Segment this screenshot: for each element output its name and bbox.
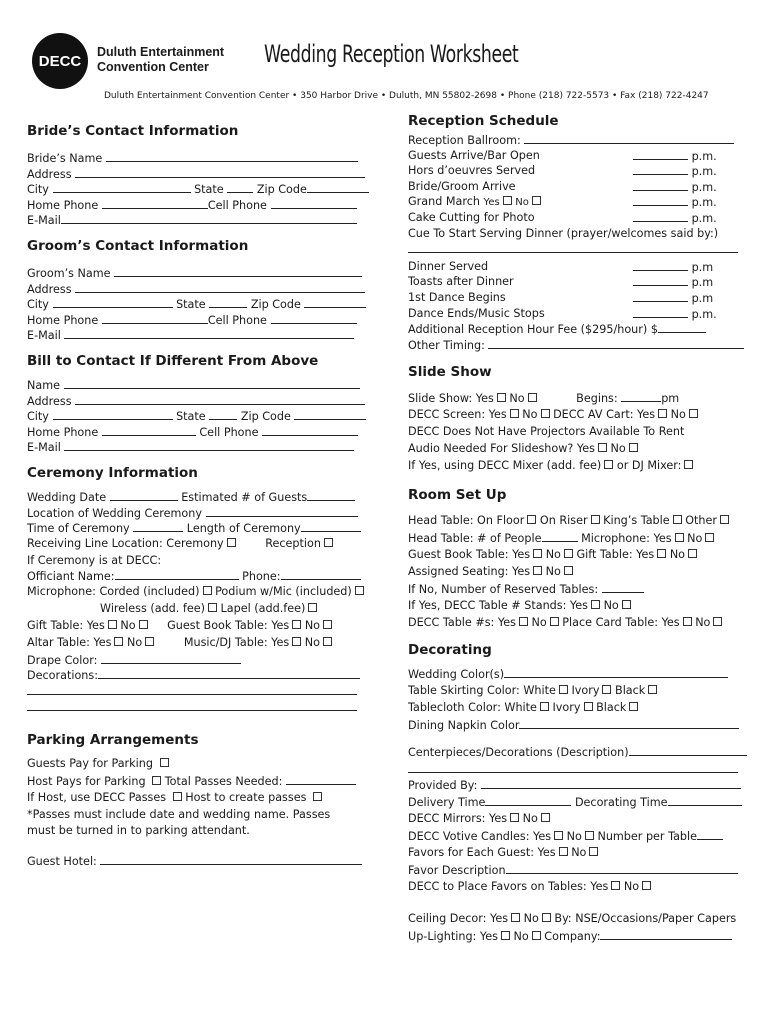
bride-heading: Bride’s Contact Information: [27, 123, 239, 139]
ceremony-decorations-field[interactable]: [98, 667, 360, 679]
groom-home-phone-field[interactable]: [102, 312, 208, 324]
groom-state-field[interactable]: [209, 296, 247, 308]
ceremony-heading: Ceremony Information: [27, 464, 198, 481]
hors-row: Hors d’oeuvres Served p.m.: [408, 164, 717, 179]
napkin-row: Dining Napkin Color: [408, 717, 748, 734]
guest-book-table-yes-checkbox[interactable]: [533, 549, 542, 558]
audio-row: Audio Needed For Slideshow? Yes No: [408, 441, 748, 458]
org-name-line1: Duluth Entertainment: [97, 45, 225, 59]
guests-pay-checkbox[interactable]: [160, 758, 169, 767]
wedding-colors-row: Wedding Color(s): [408, 666, 748, 683]
favor-desc-row: Favor Description: [408, 862, 748, 879]
hors-time[interactable]: [633, 163, 688, 175]
first-dance-row: 1st Dance Begins p.m: [408, 290, 714, 305]
host-decc-row: If Host, use DECC Passes Host to create passes: [27, 790, 367, 807]
table-nums-row: DECC Table #s: Yes No Place Card Table: Yes No: [408, 615, 748, 632]
napkin-color-field[interactable]: [519, 717, 739, 729]
podium-mic-checkbox[interactable]: [355, 586, 364, 595]
bride-home-phone-field[interactable]: [102, 197, 208, 209]
parking-note-1: *Passes must include date and wedding name. Passes: [27, 808, 331, 822]
host-pays-checkbox[interactable]: [152, 776, 161, 785]
roomsetup-heading: Room Set Up: [408, 487, 507, 504]
skirting-black-checkbox[interactable]: [648, 685, 657, 694]
bride-city-row: City State Zip Code: [27, 181, 367, 197]
bride-email-row: E-Mail: [27, 212, 367, 228]
favors-row: Favors for Each Guest: Yes No: [408, 845, 748, 862]
table-nums-yes-checkbox[interactable]: [519, 617, 528, 626]
schedule-heading: Reception Schedule: [408, 113, 559, 129]
bride-email-field[interactable]: [61, 212, 357, 224]
dinner-row: Dinner Served p.m: [408, 259, 714, 274]
decc-passes-checkbox[interactable]: [173, 792, 182, 801]
officiant-row: Officiant Name: Phone:: [27, 568, 367, 584]
skirting-ivory-checkbox[interactable]: [602, 685, 611, 694]
dj-mixer-checkbox[interactable]: [684, 460, 693, 469]
groom-city-field[interactable]: [53, 296, 173, 308]
uplighting-no-checkbox[interactable]: [532, 931, 541, 940]
stands-no-checkbox[interactable]: [622, 600, 631, 609]
toasts-row: Toasts after Dinner p.m: [408, 275, 714, 290]
kings-table-checkbox[interactable]: [673, 515, 682, 524]
billto-phone-row: Home Phone Cell Phone: [27, 424, 367, 440]
on-floor-checkbox[interactable]: [527, 515, 536, 524]
mirrors-yes-checkbox[interactable]: [510, 813, 519, 822]
if-decc-row: If Ceremony is at DECC:: [27, 553, 162, 567]
centerpieces-line2: [408, 761, 748, 777]
ceremony-time-row: Time of Ceremony Length of Ceremony: [27, 520, 367, 536]
bride-city-field[interactable]: [53, 181, 191, 193]
other-timing-field[interactable]: [488, 337, 744, 349]
cake-time[interactable]: [633, 210, 688, 222]
per-table-field[interactable]: [697, 828, 723, 840]
head-mic-yes-checkbox[interactable]: [675, 533, 684, 542]
mirrors-no-checkbox[interactable]: [541, 813, 550, 822]
grand-march-row: Grand March Yes No p.m.: [408, 195, 717, 210]
ceremony-length-field[interactable]: [301, 520, 361, 532]
billto-home-phone-field[interactable]: [102, 424, 196, 436]
microphone-row: Microphone: Corded (included) Podium w/Mic (included): [27, 584, 367, 601]
tablecloth-black-checkbox[interactable]: [629, 702, 638, 711]
drape-color-field[interactable]: [101, 652, 241, 664]
ceiling-no-checkbox[interactable]: [542, 913, 551, 922]
decorations-row: Decorations:: [27, 667, 367, 683]
slide-show-row: Slide Show: Yes No Begins: pm: [408, 392, 680, 406]
org-name-line2: Convention Center: [97, 60, 209, 74]
receiving-reception-checkbox[interactable]: [324, 538, 333, 547]
centerpieces-field-2[interactable]: [408, 761, 738, 773]
slide-begins-field[interactable]: [621, 390, 661, 402]
stands-yes-checkbox[interactable]: [591, 600, 600, 609]
assigned-yes-checkbox[interactable]: [533, 566, 542, 575]
centerpieces-row: Centerpieces/Decorations (Description): [408, 744, 748, 761]
music-no-checkbox[interactable]: [323, 637, 332, 646]
ceremony-decorations-field-2[interactable]: [27, 683, 357, 695]
lapel-mic-checkbox[interactable]: [308, 603, 317, 612]
bride-cell-phone-field[interactable]: [271, 197, 357, 209]
cue-line: [408, 241, 748, 257]
bride-name-row: Bride’s Name: [27, 150, 367, 166]
head-other-checkbox[interactable]: [720, 515, 729, 524]
right-column: [408, 113, 748, 945]
provided-by-field[interactable]: [481, 777, 741, 789]
logo-text: DECC: [38, 52, 82, 70]
guests-arrive-row: Guests Arrive/Bar Open p.m.: [408, 148, 717, 163]
dance-ends-time[interactable]: [633, 306, 688, 318]
host-pays-row: Host Pays for Parking Total Passes Needed:: [27, 773, 367, 790]
groom-phone-row: Home Phone Cell Phone: [27, 312, 367, 328]
receiving-line-row: Receiving Line Location: Ceremony Reception: [27, 536, 367, 553]
ballroom-field[interactable]: [524, 132, 734, 144]
first-dance-time[interactable]: [633, 290, 688, 302]
groom-cell-phone-field[interactable]: [271, 312, 357, 324]
billto-heading: Bill to Contact If Different From Above: [27, 352, 319, 369]
guests-pay-row: Guests Pay for Parking: [27, 756, 367, 773]
on-riser-checkbox[interactable]: [591, 515, 600, 524]
ceiling-row: Ceiling Decor: Yes No By: NSE/Occasions/Paper Capers: [408, 911, 737, 925]
toasts-time[interactable]: [633, 274, 688, 286]
ceremony-decorations-field-3[interactable]: [27, 699, 357, 711]
groom-city-row: City State Zip Code: [27, 296, 367, 312]
corded-mic-checkbox[interactable]: [203, 586, 212, 595]
groom-address-row: Address: [27, 281, 367, 297]
billto-name-field[interactable]: [64, 377, 360, 389]
audio-no-checkbox[interactable]: [629, 443, 638, 452]
billto-cell-phone-field[interactable]: [262, 424, 358, 436]
grand-march-time[interactable]: [633, 194, 688, 206]
ceiling-yes-checkbox[interactable]: [511, 913, 520, 922]
table-nums-no-checkbox[interactable]: [550, 617, 559, 626]
groom-email-field[interactable]: [64, 327, 354, 339]
gift-table-yes-checkbox[interactable]: [108, 620, 117, 629]
assigned-no-checkbox[interactable]: [564, 566, 573, 575]
total-passes-field[interactable]: [286, 773, 356, 785]
favors-yes-checkbox[interactable]: [559, 847, 568, 856]
assigned-row: Assigned Seating: Yes No: [408, 564, 748, 581]
wedding-colors-field[interactable]: [504, 666, 728, 678]
billto-name-row: Name: [27, 377, 367, 393]
billto-state-field[interactable]: [209, 408, 237, 420]
screen-yes-checkbox[interactable]: [510, 409, 519, 418]
guests-arrive-time[interactable]: [633, 148, 688, 160]
altar-no-checkbox[interactable]: [145, 637, 154, 646]
slide-show-no-checkbox[interactable]: [528, 393, 537, 402]
screen-no-checkbox[interactable]: [541, 409, 550, 418]
place-favors-yes-checkbox[interactable]: [611, 881, 620, 890]
slideshow-heading: Slide Show: [408, 364, 492, 381]
votive-yes-checkbox[interactable]: [554, 831, 563, 840]
decc-logo: [32, 33, 88, 89]
tablecloth-white-checkbox[interactable]: [540, 702, 549, 711]
groom-heading: Groom’s Contact Information: [27, 237, 249, 254]
other-timing-row: Other Timing:: [408, 337, 748, 353]
guest-book-no-checkbox[interactable]: [323, 620, 332, 629]
ceremony-time-field[interactable]: [133, 520, 183, 532]
place-card-no-checkbox[interactable]: [713, 617, 722, 626]
company-field[interactable]: [600, 928, 732, 940]
uplighting-row: Up-Lighting: Yes No Company:: [408, 928, 748, 945]
guest-book-table-no-checkbox[interactable]: [564, 549, 573, 558]
bride-state-field[interactable]: [227, 181, 253, 193]
wedding-date-row: Wedding Date Estimated # of Guests: [27, 489, 367, 505]
head-people-row: Head Table: # of People Microphone: Yes No: [408, 530, 748, 547]
bride-address-field[interactable]: [75, 166, 365, 178]
tablecloth-row: Tablecloth Color: White Ivory Black: [408, 700, 748, 717]
groom-name-row: Groom’s Name: [27, 265, 367, 281]
decc-mixer-checkbox[interactable]: [604, 460, 613, 469]
guest-book-yes-checkbox[interactable]: [292, 620, 301, 629]
av-cart-yes-checkbox[interactable]: [658, 409, 667, 418]
skirting-white-checkbox[interactable]: [559, 685, 568, 694]
av-cart-no-checkbox[interactable]: [689, 409, 698, 418]
cue-field[interactable]: [408, 241, 738, 253]
guest-count-field[interactable]: [307, 489, 355, 501]
billto-city-row: City State Zip Code: [27, 408, 367, 424]
place-card-yes-checkbox[interactable]: [683, 617, 692, 626]
groom-email-row: E-Mail: [27, 327, 367, 343]
skirting-row: Table Skirting Color: White Ivory Black: [408, 683, 748, 700]
delivery-time-field[interactable]: [485, 794, 571, 806]
head-table-row: Head Table: On Floor On Riser King’s Table Other: [408, 513, 748, 530]
parking-heading: Parking Arrangements: [27, 732, 199, 749]
additional-fee-field[interactable]: [658, 321, 706, 333]
head-mic-no-checkbox[interactable]: [705, 533, 714, 542]
officiant-field[interactable]: [115, 568, 239, 580]
provided-by-row: Provided By:: [408, 777, 748, 794]
head-people-field[interactable]: [542, 530, 578, 542]
grand-march-yes-checkbox[interactable]: [503, 196, 512, 205]
centerpieces-field[interactable]: [629, 744, 747, 756]
music-yes-checkbox[interactable]: [292, 637, 301, 646]
additional-hour-row: Additional Reception Hour Fee ($295/hour) $: [408, 321, 748, 337]
gift-table-setup-no-checkbox[interactable]: [688, 549, 697, 558]
ceremony-location-field[interactable]: [206, 505, 358, 517]
mirrors-row: DECC Mirrors: Yes No: [408, 811, 748, 828]
slide-show-yes-checkbox[interactable]: [497, 393, 506, 402]
groom-address-field[interactable]: [75, 281, 365, 293]
no-projectors-row: DECC Does Not Have Projectors Available To Rent: [408, 425, 685, 439]
parking-note-2: must be turned in to parking attendant.: [27, 823, 250, 837]
wedding-date-field[interactable]: [110, 489, 178, 501]
altar-yes-checkbox[interactable]: [114, 637, 123, 646]
bride-phone-row: Home Phone Cell Phone: [27, 197, 367, 213]
decorating-heading: Decorating: [408, 642, 492, 659]
page-title: Wedding Reception Worksheet: [264, 40, 519, 68]
bride-zip-field[interactable]: [307, 181, 369, 193]
billto-address-row: Address: [27, 393, 367, 409]
table-stands-row: If Yes, DECC Table # Stands: Yes No: [408, 598, 748, 615]
gift-table-no-checkbox[interactable]: [139, 620, 148, 629]
bride-groom-arrive-row: Bride/Groom Arrive p.m.: [408, 179, 717, 194]
bride-address-row: Address: [27, 166, 367, 182]
guest-hotel-row: Guest Hotel:: [27, 853, 367, 869]
reserved-tables-row: If No, Number of Reserved Tables:: [408, 581, 748, 598]
billto-email-field[interactable]: [64, 439, 354, 451]
left-column: [27, 123, 367, 869]
votive-row: DECC Votive Candles: Yes No Number per Table: [408, 828, 748, 845]
bride-name-field[interactable]: [106, 150, 358, 162]
grand-march-no-checkbox[interactable]: [532, 196, 541, 205]
tablecloth-ivory-checkbox[interactable]: [584, 702, 593, 711]
place-favors-no-checkbox[interactable]: [642, 881, 651, 890]
ballroom-row: Reception Ballroom:: [408, 132, 748, 148]
billto-email-row: E-Mail: [27, 439, 367, 455]
gift-table-row: Gift Table: Yes No Guest Book Table: Yes No: [27, 618, 367, 635]
dinner-time[interactable]: [633, 259, 688, 271]
mixer-row: If Yes, using DECC Mixer (add. fee) or DJ Mixer:: [408, 458, 748, 475]
place-favors-row: DECC to Place Favors on Tables: Yes No: [408, 879, 748, 896]
ceremony-location-row: Location of Wedding Ceremony: [27, 505, 367, 521]
billto-city-field[interactable]: [53, 408, 173, 420]
uplighting-yes-checkbox[interactable]: [501, 931, 510, 940]
altar-table-row: Altar Table: Yes No Music/DJ Table: Yes No: [27, 635, 367, 652]
favors-no-checkbox[interactable]: [589, 847, 598, 856]
gift-table-setup-yes-checkbox[interactable]: [657, 549, 666, 558]
groom-zip-field[interactable]: [304, 296, 366, 308]
wireless-row: Wireless (add. fee) Lapel (add.fee): [27, 601, 367, 618]
cake-row: Cake Cutting for Photo p.m.: [408, 210, 717, 225]
wireless-mic-checkbox[interactable]: [208, 603, 217, 612]
votive-no-checkbox[interactable]: [585, 831, 594, 840]
officiant-phone-field[interactable]: [281, 568, 361, 580]
guest-book-row: Guest Book Table: Yes No Gift Table: Yes No: [408, 547, 748, 564]
decc-screen-row: DECC Screen: Yes No DECC AV Cart: Yes No: [408, 407, 748, 424]
billto-zip-field[interactable]: [294, 408, 366, 420]
bride-groom-time[interactable]: [633, 179, 688, 191]
groom-name-field[interactable]: [114, 265, 362, 277]
delivery-row: Delivery Time Decorating Time: [408, 794, 748, 811]
decorations-line3: [27, 699, 367, 715]
decorations-line2: [27, 683, 367, 699]
favor-desc-field[interactable]: [506, 862, 738, 874]
guest-hotel-field[interactable]: [100, 853, 362, 865]
host-create-passes-checkbox[interactable]: [313, 792, 322, 801]
receiving-ceremony-checkbox[interactable]: [227, 538, 236, 547]
reserved-tables-field[interactable]: [602, 581, 644, 593]
decorating-time-field[interactable]: [668, 794, 742, 806]
drape-row: Drape Color:: [27, 652, 367, 668]
dance-ends-row: Dance Ends/Music Stops p.m.: [408, 306, 717, 321]
billto-address-field[interactable]: [75, 393, 365, 405]
audio-yes-checkbox[interactable]: [598, 443, 607, 452]
cue-row: Cue To Start Serving Dinner (prayer/welcomes said by:): [408, 226, 719, 240]
contact-address-line: Duluth Entertainment Convention Center • 350 Harbor Drive • Duluth, MN 55802-2698 • Phone (218) 722-5573 • Fax (218) 722-4247: [104, 91, 709, 101]
